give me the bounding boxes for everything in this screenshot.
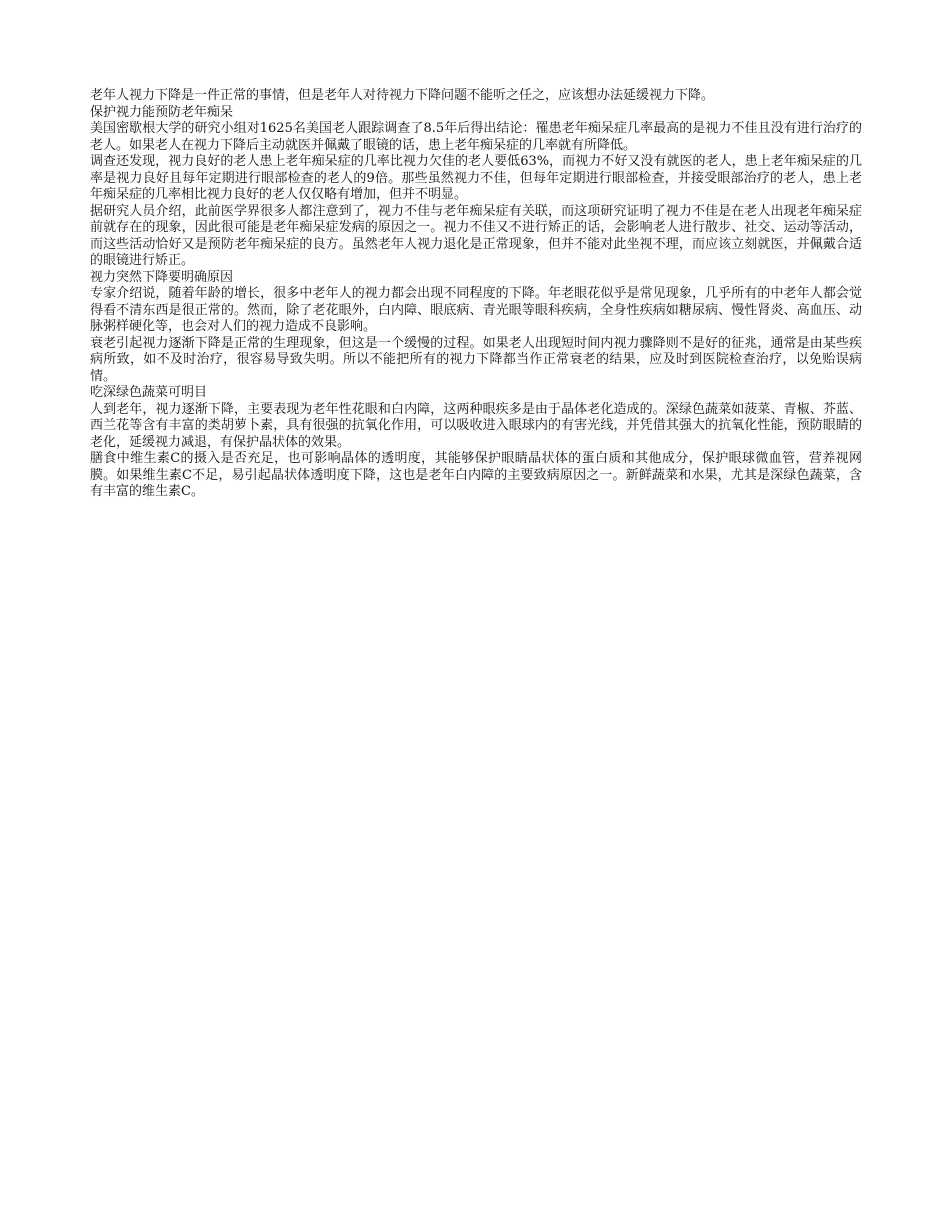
paragraph: 调查还发现，视力良好的老人患上老年痴呆症的几率比视力欠佳的老人要低63%，而视力不好又没有就医的老人，患上老年痴呆症的几率是视力良好且每年定期进行眼部检查的老人的9倍。那些虽然视力不佳，但每年定期进行眼部检查，并接受眼部治疗的老人，患上老年痴呆症的几率相比视力良好的老人仅仅略有增加，但并不明显。 xyxy=(90,154,862,202)
section-heading-dementia: 保护视力能预防老年痴呆 xyxy=(90,104,234,120)
paragraph: 膳食中维生素C的摄入是否充足，也可影响晶体的透明度，其能够保护眼睛晶状体的蛋白质和其他成分，保护眼球微血管，营养视网膜。如果维生素C不足，易引起晶状体透明度下降，这也是老年白内障的主要致病原因之一。新鲜蔬菜和水果，尤其是深绿色蔬菜，含有丰富的维生素C。 xyxy=(90,451,862,499)
section-heading-sudden-decline: 视力突然下降要明确原因 xyxy=(90,269,234,285)
paragraph: 专家介绍说，随着年龄的增长，很多中老年人的视力都会出现不同程度的下降。年老眼花似乎是常见现象，几乎所有的中老年人都会觉得看不清东西是很正常的。然而，除了老花眼外，白内障、眼底病、青光眼等眼科疾病，全身性疾病如糖尿病、慢性肾炎、高血压、动脉粥样硬化等，也会对人们的视力造成不良影响。 xyxy=(90,286,862,334)
article-body xyxy=(90,88,862,501)
section-heading-green-vegetables: 吃深绿色蔬菜可明目 xyxy=(90,385,208,400)
paragraph: 人到老年，视力逐渐下降，主要表现为老年性花眼和白内障，这两种眼疾多是由于晶体老化造成的。深绿色蔬菜如菠菜、青椒、芥蓝、西兰花等含有丰富的类胡萝卜素，具有很强的抗氧化作用，可以吸收进入眼球内的有害光线，并凭借其强大的抗氧化性能，预防眼睛的老化，延缓视力减退，有保护晶状体的效果。 xyxy=(90,401,862,450)
paragraph: 美国密歇根大学的研究小组对1625名美国老人跟踪调查了8.5年后得出结论：罹患老年痴呆症几率最高的是视力不佳且没有进行治疗的老人。如果老人在视力下降后主动就医并佩戴了眼镜的话，患上老年痴呆症的几率就有所降低。 xyxy=(90,121,862,153)
intro-paragraph: 老年人视力下降是一件正常的事情，但是老年人对待视力下降问题不能听之任之，应该想办法延缓视力下降。 xyxy=(90,88,715,103)
paragraph: 据研究人员介绍，此前医学界很多人都注意到了，视力不佳与老年痴呆症有关联，而这项研究证明了视力不佳是在老人出现老年痴呆症前就存在的现象，因此很可能是老年痴呆症发病的原因之一。视力不佳又不进行矫正的话，会影响老人进行散步、社交、运动等活动，而这些活动恰好又是预防老年痴呆症的良方。虽然老年人视力退化是正常现象，但并不能对此坐视不理，而应该立刻就医，并佩戴合适的眼镜进行矫正。 xyxy=(90,203,862,268)
paragraph: 衰老引起视力逐渐下降是正常的生理现象，但这是一个缓慢的过程。如果老人出现短时间内视力骤降则不是好的征兆，通常是由某些疾病所致，如不及时治疗，很容易导致失明。所以不能把所有的视力下降都当作正常衰老的结果，应及时到医院检查治疗，以免贻误病情。 xyxy=(90,335,862,384)
